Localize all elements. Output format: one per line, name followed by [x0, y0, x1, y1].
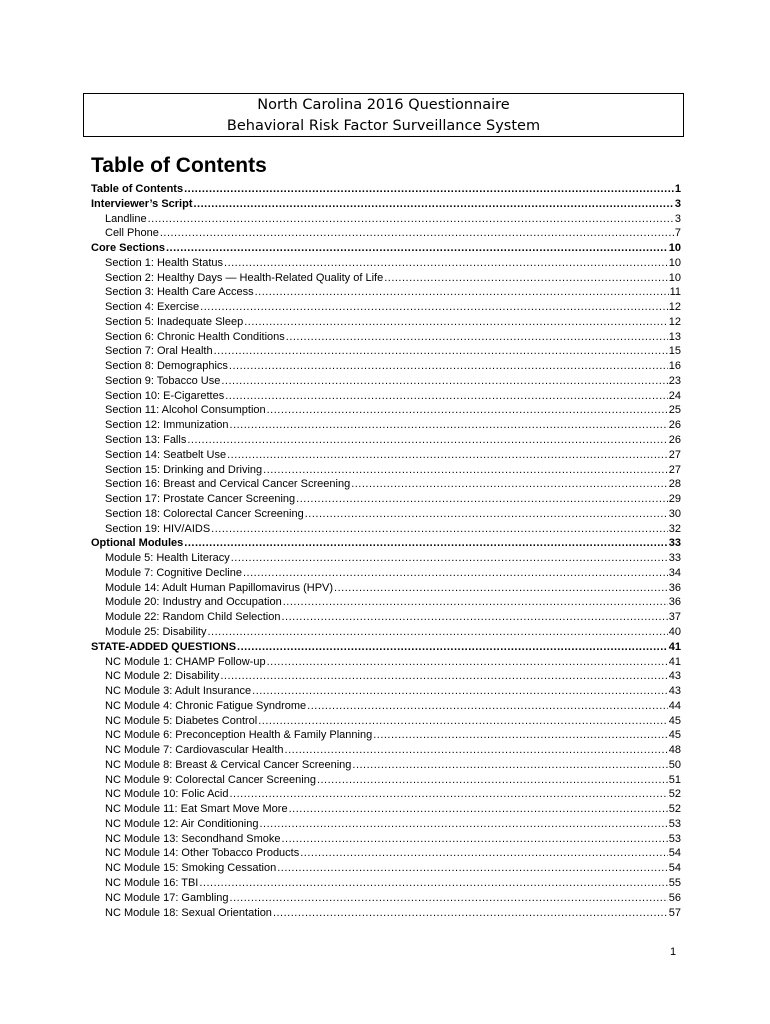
toc-entry[interactable]: [91, 551, 681, 566]
toc-entry-page: 45: [668, 729, 681, 742]
toc-entry-page: 34: [668, 566, 681, 579]
toc-dot-leader: [184, 182, 674, 197]
toc-entry-page: 45: [668, 714, 681, 727]
toc-entry-label: Section 15: Drinking and Driving: [105, 463, 263, 476]
toc-entry-label: Section 14: Seatbelt Use: [105, 448, 227, 461]
toc-dot-leader: [160, 226, 674, 241]
toc-entry[interactable]: [91, 389, 681, 404]
toc-entry-page: 15: [668, 345, 681, 358]
toc-entry[interactable]: [91, 463, 681, 478]
toc-entry-page: 33: [668, 552, 681, 565]
toc-entry[interactable]: [91, 344, 681, 359]
toc-entry-label: NC Module 15: Smoking Cessation: [105, 862, 277, 875]
toc-entry-page: 28: [668, 478, 681, 491]
toc-dot-leader: [208, 625, 668, 640]
toc-entry-page: 10: [668, 271, 681, 284]
toc-entry[interactable]: [91, 374, 681, 389]
toc-dot-leader: [300, 846, 668, 861]
toc-dot-leader: [258, 714, 668, 729]
toc-entry-page: 27: [668, 448, 681, 461]
toc-dot-leader: [263, 463, 668, 478]
toc-dot-leader: [229, 359, 668, 374]
toc-entry-label: Table of Contents: [91, 183, 184, 195]
toc-entry-page: 41: [668, 640, 681, 653]
table-of-contents: [91, 182, 681, 920]
toc-entry-label: Section 19: HIV/AIDS: [105, 522, 211, 535]
toc-dot-leader: [225, 389, 668, 404]
toc-entry-label: Module 7: Cognitive Decline: [105, 566, 242, 579]
toc-entry-page: 12: [668, 301, 681, 314]
toc-dot-leader: [230, 787, 668, 802]
toc-dot-leader: [227, 448, 668, 463]
toc-entry-page: 29: [668, 493, 681, 506]
toc-entry-label: Module 25: Disability: [105, 625, 207, 638]
toc-entry-label: NC Module 16: TBI: [105, 876, 199, 889]
toc-dot-leader: [296, 492, 668, 507]
toc-section-entry[interactable]: [91, 640, 681, 655]
toc-entry-page: 54: [668, 862, 681, 875]
toc-dot-leader: [243, 566, 668, 581]
toc-entry[interactable]: [91, 625, 681, 640]
toc-dot-leader: [305, 507, 668, 522]
toc-entry[interactable]: [91, 315, 681, 330]
toc-dot-leader: [187, 433, 667, 448]
toc-entry[interactable]: [91, 846, 681, 861]
toc-entry[interactable]: [91, 330, 681, 345]
toc-entry[interactable]: [91, 477, 681, 492]
toc-entry[interactable]: [91, 418, 681, 433]
toc-entry-page: 36: [668, 581, 681, 594]
toc-entry-label: Section 7: Oral Health: [105, 345, 213, 358]
toc-entry[interactable]: [91, 817, 681, 832]
toc-entry[interactable]: [91, 832, 681, 847]
toc-dot-leader: [351, 477, 668, 492]
toc-entry-label: NC Module 7: Cardiovascular Health: [105, 744, 284, 757]
toc-entry-page: 32: [668, 522, 681, 535]
toc-section-entry[interactable]: [91, 182, 681, 197]
toc-dot-leader: [237, 640, 668, 655]
toc-entry-label: Cell Phone: [105, 227, 159, 240]
toc-entry-page: 55: [668, 876, 681, 889]
toc-entry-page: 1: [674, 183, 681, 195]
toc-dot-leader: [373, 728, 668, 743]
toc-dot-leader: [317, 773, 668, 788]
toc-entry[interactable]: [91, 728, 681, 743]
toc-entry[interactable]: [91, 684, 681, 699]
toc-entry[interactable]: [91, 595, 681, 610]
toc-entry[interactable]: [91, 300, 681, 315]
toc-entry[interactable]: [91, 448, 681, 463]
toc-dot-leader: [231, 551, 668, 566]
toc-dot-leader: [267, 403, 668, 418]
toc-entry-page: 26: [668, 434, 681, 447]
toc-entry-page: 16: [668, 360, 681, 373]
toc-entry-label: Optional Modules: [91, 537, 184, 550]
document-subtitle: Behavioral Risk Factor Surveillance System: [226, 118, 541, 134]
toc-entry[interactable]: [91, 891, 681, 906]
toc-entry-label: NC Module 3: Adult Insurance: [105, 685, 252, 698]
toc-dot-leader: [230, 418, 668, 433]
toc-entry[interactable]: [91, 773, 681, 788]
toc-entry-label: NC Module 1: CHAMP Follow-up: [105, 655, 266, 668]
toc-dot-leader: [221, 374, 667, 389]
toc-entry-page: 43: [668, 670, 681, 683]
toc-entry-page: 26: [668, 419, 681, 432]
toc-entry[interactable]: [91, 226, 681, 241]
toc-entry[interactable]: [91, 359, 681, 374]
toc-entry-page: 10: [668, 256, 681, 269]
toc-entry-page: 33: [668, 537, 681, 550]
toc-dot-leader: [289, 802, 668, 817]
toc-entry[interactable]: [91, 787, 681, 802]
toc-entry[interactable]: [91, 655, 681, 670]
toc-entry-page: 41: [668, 655, 681, 668]
toc-dot-leader: [199, 876, 667, 891]
toc-entry-label: NC Module 12: Air Conditioning: [105, 817, 259, 830]
toc-entry[interactable]: [91, 212, 681, 227]
toc-dot-leader: [282, 832, 668, 847]
toc-entry[interactable]: [91, 758, 681, 773]
toc-entry-label: NC Module 8: Breast & Cervical Cancer Screening: [105, 758, 352, 771]
toc-dot-leader: [252, 684, 668, 699]
toc-entry-page: 48: [668, 744, 681, 757]
toc-entry-label: Section 11: Alcohol Consumption: [105, 404, 266, 417]
toc-entry[interactable]: [91, 906, 681, 921]
toc-entry-label: NC Module 5: Diabetes Control: [105, 714, 258, 727]
toc-heading: Table of Contents: [91, 154, 267, 177]
toc-entry-label: NC Module 11: Eat Smart Move More: [105, 803, 288, 816]
toc-entry-page: 11: [669, 286, 681, 299]
toc-dot-leader: [352, 758, 667, 773]
toc-entry[interactable]: [91, 743, 681, 758]
toc-entry-page: 53: [668, 817, 681, 830]
toc-entry-page: 7: [674, 227, 681, 240]
toc-entry-page: 3: [674, 212, 681, 225]
toc-entry-page: 53: [668, 832, 681, 845]
toc-dot-leader: [194, 197, 674, 212]
toc-entry-label: Section 5: Inadequate Sleep: [105, 315, 244, 328]
document-title-box: [83, 93, 684, 137]
toc-dot-leader: [273, 906, 668, 921]
toc-entry[interactable]: [91, 699, 681, 714]
toc-entry-label: NC Module 14: Other Tobacco Products: [105, 847, 300, 860]
toc-entry-label: Interviewer’s Script: [91, 197, 193, 210]
toc-entry-label: NC Module 9: Colorectal Cancer Screening: [105, 773, 316, 786]
toc-entry-page: 24: [668, 389, 681, 402]
toc-dot-leader: [244, 315, 668, 330]
toc-entry-label: Core Sections: [91, 242, 165, 255]
toc-section-entry[interactable]: [91, 241, 681, 256]
toc-entry-page: 56: [668, 891, 681, 904]
toc-entry-label: NC Module 4: Chronic Fatigue Syndrome: [105, 699, 307, 712]
toc-entry-page: 52: [668, 803, 681, 816]
toc-entry-label: Section 16: Breast and Cervical Cancer Screening: [105, 478, 351, 491]
toc-entry-label: Section 18: Colorectal Cancer Screening: [105, 507, 304, 520]
toc-entry-label: Section 8: Demographics: [105, 360, 228, 373]
toc-entry-page: 43: [668, 685, 681, 698]
toc-entry-page: 37: [668, 611, 681, 624]
toc-dot-leader: [224, 256, 668, 271]
toc-entry[interactable]: [91, 861, 681, 876]
toc-entry-page: 13: [668, 330, 681, 343]
toc-dot-leader: [255, 285, 669, 300]
toc-entry[interactable]: [91, 566, 681, 581]
toc-entry-label: NC Module 6: Preconception Health & Family Planning: [105, 729, 373, 742]
toc-entry-label: NC Module 10: Folic Acid: [105, 788, 229, 801]
toc-dot-leader: [214, 344, 668, 359]
toc-entry[interactable]: [91, 802, 681, 817]
page-number: 1: [670, 946, 677, 958]
toc-entry-label: Section 10: E-Cigarettes: [105, 389, 225, 402]
toc-entry-label: Section 17: Prostate Cancer Screening: [105, 493, 296, 506]
toc-entry[interactable]: [91, 522, 681, 537]
toc-entry-label: Landline: [105, 212, 147, 225]
toc-entry-label: NC Module 18: Sexual Orientation: [105, 906, 272, 919]
toc-dot-leader: [283, 595, 668, 610]
toc-entry[interactable]: [91, 581, 681, 596]
toc-entry-page: 10: [668, 242, 681, 255]
toc-dot-leader: [211, 522, 668, 537]
toc-dot-leader: [166, 241, 668, 256]
toc-entry-label: STATE-ADDED QUESTIONS: [91, 640, 237, 653]
toc-dot-leader: [277, 861, 668, 876]
toc-section-entry[interactable]: [91, 197, 681, 212]
toc-entry-page: 52: [668, 788, 681, 801]
toc-entry[interactable]: [91, 610, 681, 625]
toc-dot-leader: [307, 699, 668, 714]
toc-entry-label: Module 5: Health Literacy: [105, 552, 230, 565]
document-title: North Carolina 2016 Questionnaire: [257, 97, 510, 113]
toc-entry-label: Module 20: Industry and Occupation: [105, 596, 282, 609]
toc-entry-page: 40: [668, 625, 681, 638]
toc-entry[interactable]: [91, 433, 681, 448]
toc-entry[interactable]: [91, 507, 681, 522]
toc-entry-label: Module 14: Adult Human Papillomavirus (HPV): [105, 581, 334, 594]
toc-entry[interactable]: [91, 271, 681, 286]
toc-dot-leader: [286, 330, 668, 345]
toc-entry-label: NC Module 2: Disability: [105, 670, 220, 683]
toc-dot-leader: [184, 536, 667, 551]
toc-entry-label: Section 13: Falls: [105, 434, 187, 447]
toc-entry-page: 27: [668, 463, 681, 476]
toc-entry[interactable]: [91, 256, 681, 271]
toc-entry[interactable]: [91, 403, 681, 418]
toc-entry-label: Section 2: Healthy Days — Health-Related Quality of Life: [105, 271, 384, 284]
toc-entry-page: 23: [668, 374, 681, 387]
toc-entry[interactable]: [91, 492, 681, 507]
toc-entry-label: Section 9: Tobacco Use: [105, 374, 221, 387]
toc-dot-leader: [384, 271, 668, 286]
toc-dot-leader: [285, 743, 668, 758]
toc-entry-label: Module 22: Random Child Selection: [105, 611, 281, 624]
toc-entry[interactable]: [91, 876, 681, 891]
toc-entry-label: Section 1: Health Status: [105, 256, 224, 269]
toc-entry-page: 25: [668, 404, 681, 417]
toc-entry-label: Section 6: Chronic Health Conditions: [105, 330, 285, 343]
toc-entry[interactable]: [91, 714, 681, 729]
toc-section-entry[interactable]: [91, 536, 681, 551]
toc-entry-label: NC Module 17: Gambling: [105, 891, 229, 904]
toc-entry-page: 30: [668, 507, 681, 520]
toc-entry[interactable]: [91, 285, 681, 300]
toc-entry-page: 3: [674, 197, 681, 210]
toc-entry-label: Section 12: Immunization: [105, 419, 229, 432]
toc-entry-page: 51: [668, 773, 681, 786]
toc-dot-leader: [220, 669, 667, 684]
toc-entry-page: 12: [668, 315, 681, 328]
toc-dot-leader: [334, 581, 668, 596]
toc-entry[interactable]: [91, 669, 681, 684]
toc-entry-page: 44: [668, 699, 681, 712]
toc-dot-leader: [230, 891, 668, 906]
toc-dot-leader: [267, 655, 668, 670]
toc-dot-leader: [282, 610, 668, 625]
toc-entry-page: 36: [668, 596, 681, 609]
toc-entry-label: NC Module 13: Secondhand Smoke: [105, 832, 281, 845]
toc-entry-page: 54: [668, 847, 681, 860]
toc-dot-leader: [259, 817, 667, 832]
toc-dot-leader: [200, 300, 668, 315]
toc-entry-page: 57: [668, 906, 681, 919]
toc-dot-leader: [148, 212, 674, 227]
toc-entry-page: 50: [668, 758, 681, 771]
toc-entry-label: Section 3: Health Care Access: [105, 286, 254, 299]
toc-entry-label: Section 4: Exercise: [105, 301, 200, 314]
